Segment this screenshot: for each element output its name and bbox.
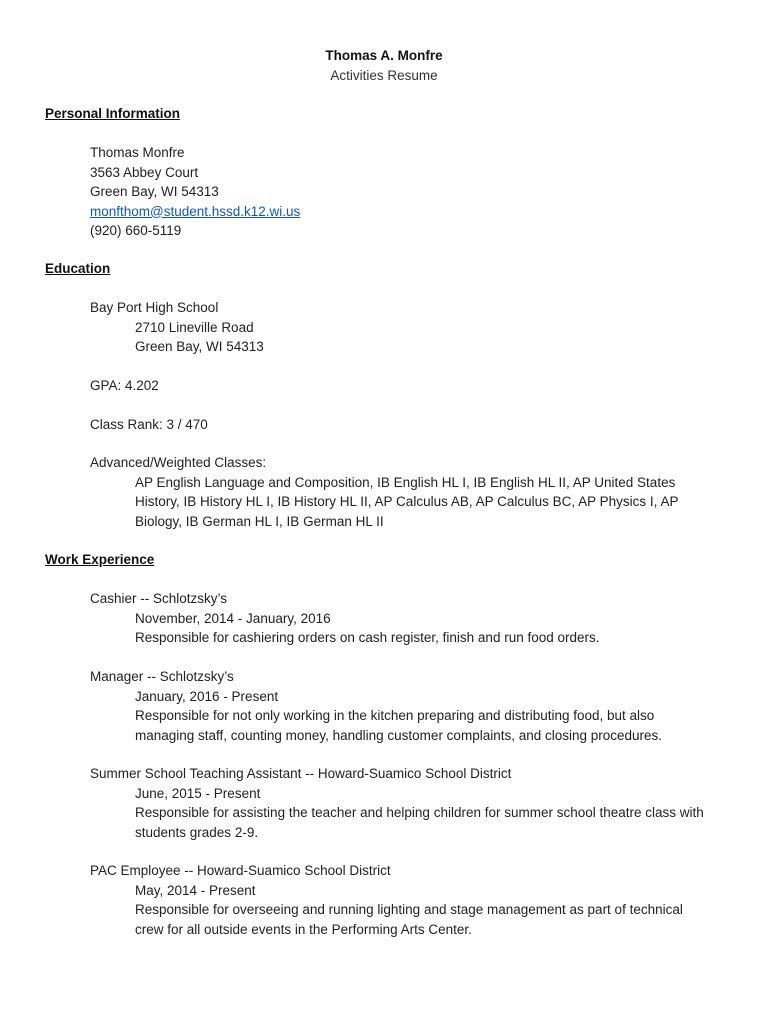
job-entry xyxy=(90,861,730,939)
job-title: Summer School Teaching Assistant -- Howard-Suamico School District xyxy=(90,766,512,781)
job-title: Cashier -- Schlotzsky’s xyxy=(90,591,228,606)
advanced-classes-label: Advanced/Weighted Classes: xyxy=(90,455,267,470)
school-name: Bay Port High School xyxy=(90,300,219,315)
personal-name: Thomas Monfre xyxy=(90,145,185,160)
advanced-classes-list: AP English Language and Composition, IB English HL I, IB English HL II, AP United States History, IB History HL I, IB History HL II, AP Calculus AB, AP Calculus BC, AP Physics I, AP Biology, IB German HL I, IB German HL II xyxy=(135,474,679,529)
personal-city: Green Bay, WI 54313 xyxy=(90,184,219,199)
resume-header xyxy=(0,46,768,85)
job-dates: November, 2014 - January, 2016 xyxy=(135,610,331,626)
personal-street: 3563 Abbey Court xyxy=(90,164,199,180)
section-title-education: Education xyxy=(45,261,111,276)
job-entry xyxy=(90,589,730,648)
section-title-personal: Personal Information xyxy=(45,106,181,121)
email-link[interactable]: monfthom@student.hssd.k12.wi.us xyxy=(90,203,301,219)
job-dates: May, 2014 - Present xyxy=(135,882,256,898)
job-dates: June, 2015 - Present xyxy=(135,785,261,801)
class-rank-text: Class Rank: 3 / 470 xyxy=(90,417,208,432)
personal-info-block xyxy=(90,143,730,241)
job-title: PAC Employee -- Howard-Suamico School District xyxy=(90,863,391,878)
job-description: Responsible for assisting the teacher and helping children for summer school theatre class with students grades 2-9. xyxy=(135,805,704,840)
job-description: Responsible for overseeing and running lighting and stage management as part of technical crew for all outside events in the Performing Arts Center. xyxy=(135,902,683,937)
education-school-block xyxy=(90,298,730,357)
job-entry xyxy=(90,764,730,842)
resume-name: Thomas A. Monfre xyxy=(325,48,443,63)
section-title-work: Work Experience xyxy=(45,552,155,567)
job-title: Manager -- Schlotzsky’s xyxy=(90,669,234,684)
school-street: 2710 Lineville Road xyxy=(135,319,254,335)
gpa-text: GPA: 4.202 xyxy=(90,378,159,393)
personal-phone: (920) 660-5119 xyxy=(90,223,182,238)
job-dates: January, 2016 - Present xyxy=(135,688,279,704)
job-entry xyxy=(90,667,730,745)
school-city: Green Bay, WI 54313 xyxy=(135,339,264,354)
job-description: Responsible for cashiering orders on cash register, finish and run food orders. xyxy=(135,630,600,645)
resume-subtitle: Activities Resume xyxy=(330,67,438,83)
advanced-classes-block xyxy=(90,453,730,531)
job-description: Responsible for not only working in the kitchen preparing and distributing food, but also managing staff, counting money, handling customer complaints, and closing procedures. xyxy=(135,708,663,743)
